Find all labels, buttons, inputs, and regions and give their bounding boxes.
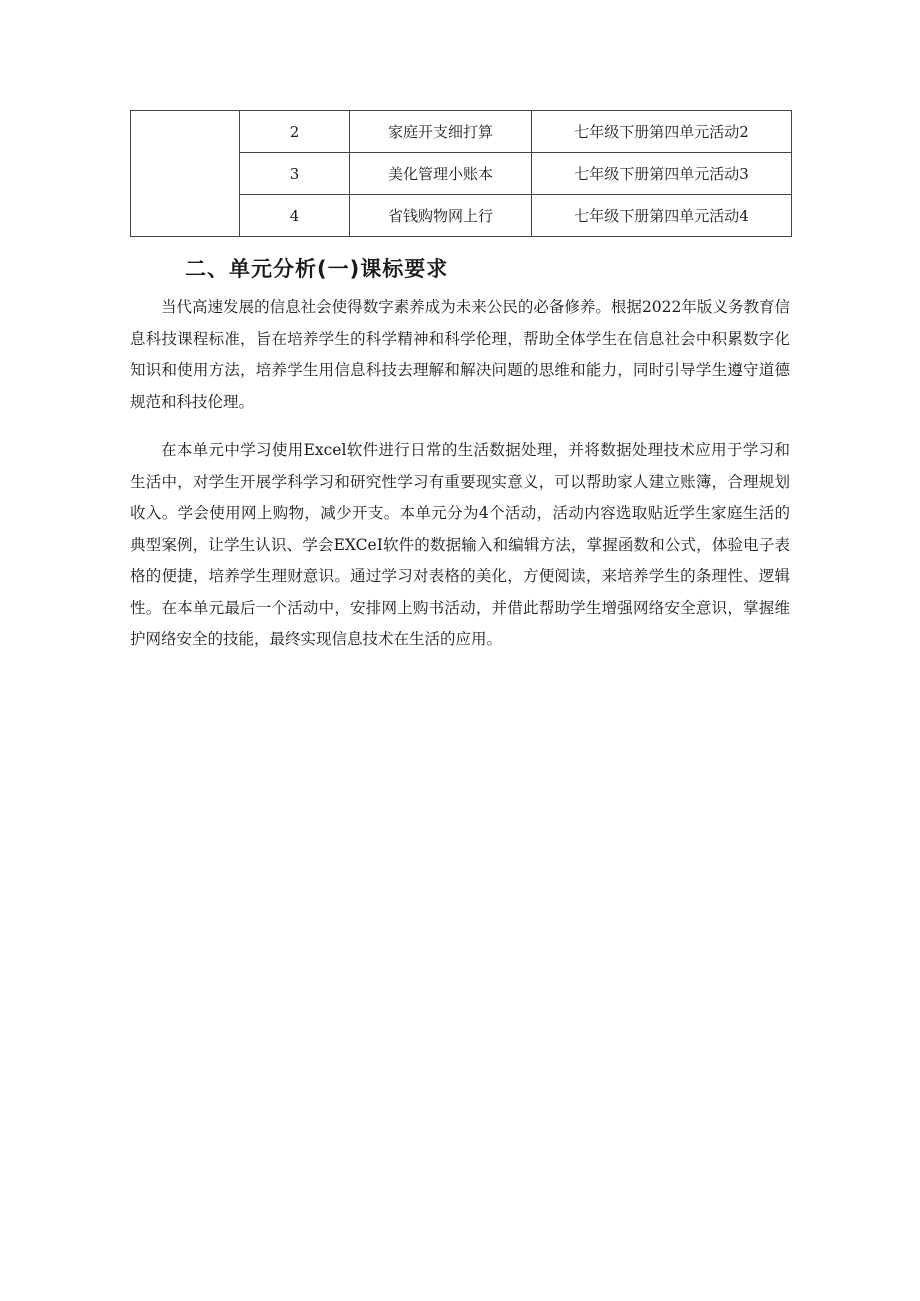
activity-source-cell: 七年级下册第四单元活动4 [532,195,792,237]
activity-source-cell: 七年级下册第四单元活动3 [532,153,792,195]
activity-number-cell: 2 [240,111,350,153]
activity-table [130,110,792,237]
table-row [131,111,792,153]
section-heading: 二、单元分析(一)课标要求 [185,257,449,281]
activity-name-cell: 省钱购物网上行 [350,195,532,237]
activity-source-cell: 七年级下册第四单元活动2 [532,111,792,153]
activity-name-cell: 家庭开支细打算 [350,111,532,153]
activity-number-cell: 4 [240,195,350,237]
paragraph-curriculum-standard: 当代高速发展的信息社会使得数字素养成为未来公民的必备修养。根据2022年版义务教育信息科技课程标准，旨在培养学生的科学精神和科学伦理，帮助全体学生在信息社会中积累数字化知识和使用方法，培养学生用信息科技去理解和解决问题的思维和能力，同时引导学生遵守道德规范和科技伦理。 [130,298,790,411]
activity-number-cell: 3 [240,153,350,195]
merged-blank-cell [131,111,240,237]
section-body [130,292,790,673]
activity-name-cell: 美化管理小账本 [350,153,532,195]
paragraph-unit-overview: 在本单元中学习使用Excel软件进行日常的生活数据处理，并将数据处理技术应用于学习和生活中，对学生开展学科学习和研究性学习有重要现实意义，可以帮助家人建立账簿，合理规划收入。学会使用网上购物，减少开支。本单元分为4个活动，活动内容选取贴近学生家庭生活的典型案例，让学生认识、学会EXCeI软件的数据输入和编辑方法，掌握函数和公式，体验电子表格的便捷，培养学生理财意识。通过学习对表格的美化，方便阅读，来培养学生的条理性、逻辑性。在本单元最后一个活动中，安排网上购书活动，并借此帮助学生增强网络安全意识，掌握维护网络安全的技能，最终实现信息技术在生活的应用。 [130,441,790,648]
